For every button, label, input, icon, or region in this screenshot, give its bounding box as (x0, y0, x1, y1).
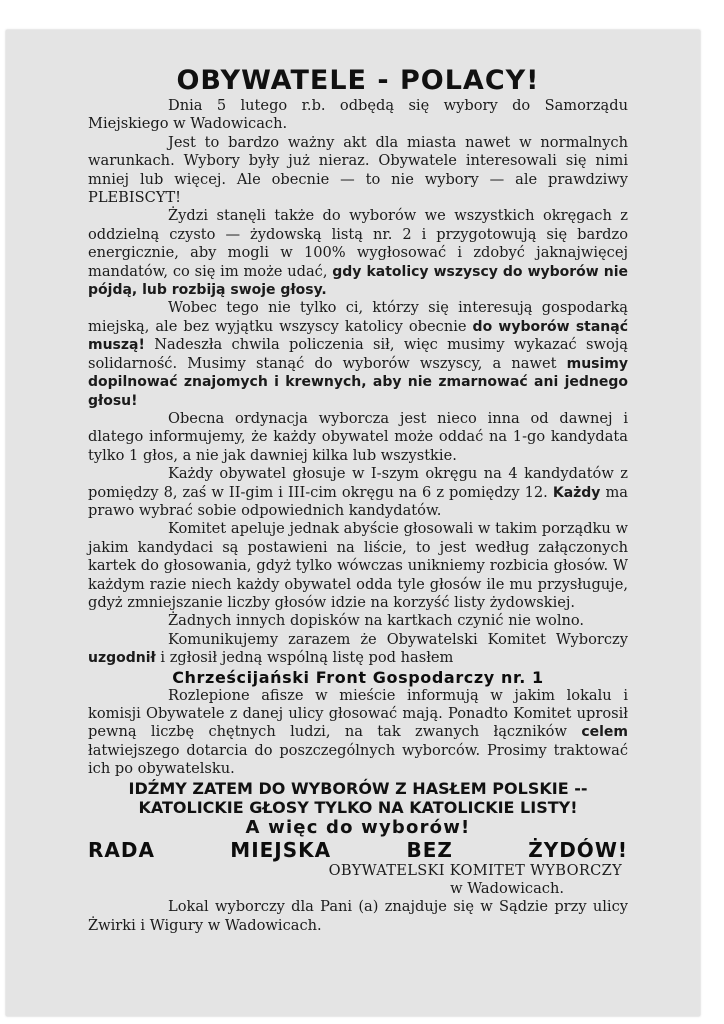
paragraph-jewish-list-emphasis: gdy katolicy wszyscy do wyborów nie pójdą, lub rozbiją swoje głosy. (88, 263, 629, 299)
list-name-front: Chrześcijański Front Gospodarczy nr. 1 (172, 667, 544, 687)
paragraph-all-catholics-emphasis-b: musimy dopilnować znajomych i krewnych, aby nie zmarnować ani jednego głosu! (88, 355, 629, 409)
paragraph-committee-appeal: Komitet apeluje jednak abyście głosowali w takim porządku w jakim kandydaci są postawieni na liście, to jest według załączonych kartek do głosowania, gdyż tylko wówczas unikniemy rozbicia głosów. W każdym razie niech każdy obywatel odda tyle głosów ile mu przysługuje, gdyż zmniejszanie liczby głosów idzie na korzyść listy żydowskiej. (88, 520, 628, 611)
paragraph-posters-info (88, 687, 628, 779)
slogan-city-council: RADA MIEJSKA BEZ ŻYDÓW! (88, 837, 628, 862)
paragraph-common-list-text-b: i zgłosił jedną wspólną listę pod hasłem (160, 649, 454, 667)
paragraph-common-list-text-a: Komunikujemy zarazem że Obywatelski Komitet Wyborczy (168, 630, 628, 648)
paragraph-all-catholics-text-b: Nadeszła chwila policzenia sił, więc musimy wykazać swoją solidarność. Musimy stanąć do wyborów wszyscy, a nawet (88, 336, 629, 372)
paragraph-posters-info-emphasis: celem (581, 724, 629, 741)
paragraph-election-date: Dnia 5 lutego r.b. odbędą się wybory do Samorządu Miejskiego w Wadowicach. (88, 97, 628, 133)
slogan-catholic-votes: IDŹMY ZATEM DO WYBORÓW Z HASŁEM POLSKIE -- KATOLICKIE GŁOSY TYLKO NA KATOLICKIE LISTY! (128, 778, 588, 817)
poster-title: OBYWATELE - POLACY! (176, 65, 540, 96)
paragraph-ordinance: Obecna ordynacja wyborcza jest nieco inna od dawnej i dlatego informujemy, że każdy obywatel może oddać na 1-go kandydata tylko 1 głos, a nie jak dawniej kilka lub wszystkie. (88, 409, 628, 464)
paragraph-districts-text-b: ma prawo wybrać sobie odpowiednich kandydatów. (88, 483, 629, 519)
paragraph-common-list-emphasis: uzgodnił (88, 650, 156, 667)
paragraph-posters-info-text-a: Rozlepione afisze w mieście informują w jakim lokalu i komisji Obywatele z danej ulicy głosować mają. Ponadto Komitet uprosił pewną liczbę chętnych ludzi, na tak zwanych łączników (88, 686, 628, 741)
slogan-to-elections: A więc do wyborów! (245, 816, 471, 838)
paragraph-importance: Jest to bardzo ważny akt dla miasta nawet w normalnych warunkach. Wybory były już nieraz. Obywatele interesowali się nimi mniej lub więcej. Ale obecnie — to nie wybory — ale prawdziwy PLEBISCYT! (88, 133, 628, 207)
signature-place: w Wadowicach. (450, 880, 564, 898)
paragraph-jewish-list (88, 207, 628, 299)
paragraph-districts (88, 465, 628, 520)
paragraph-all-catholics-text-a: Wobec tego nie tylko ci, którzy się interesują gospodarką miejską, ale bez wyjątku wszyscy katolicy obecnie (88, 299, 628, 335)
paragraph-common-list (88, 631, 628, 668)
signature-committee: OBYWATELSKI KOMITET WYBORCZY (328, 861, 622, 879)
paragraph-no-annotations: Żadnych innych dopisków na kartkach czynić nie wolno. (168, 612, 585, 630)
paragraph-jewish-list-text: Żydzi stanęli także do wyborów we wszystkich okręgach z oddzielną czysto — żydowską listą nr. 2 i przygotowują się bardzo energicznie, aby mogli w 100% wygłosować i zdobyć jaknajwięcej mandatów, co się im może udać, (88, 207, 628, 280)
paragraph-districts-emphasis: Każdy (552, 484, 601, 501)
paragraph-posters-info-text-b: łatwiejszego dotarcia do poszczególnych wyborców. Prosimy traktować ich po obywatelsku. (88, 741, 628, 778)
paragraph-all-catholics-emphasis-a: do wyborów stanąć muszą! (88, 318, 629, 354)
paragraph-polling-place: Lokal wyborczy dla Pani (a) znajduje się w Sądzie przy ulicy Żwirki i Wigury w Wadowicach. (88, 898, 628, 934)
poster-text (88, 66, 628, 935)
paragraph-districts-text-a: Każdy obywatel głosuje w I-szym okręgu na 4 kandydatów z pomiędzy 8, zaś w II-gim i III-cim okręgu na 6 z pomiędzy 12. (88, 465, 628, 501)
paragraph-all-catholics (88, 299, 628, 409)
